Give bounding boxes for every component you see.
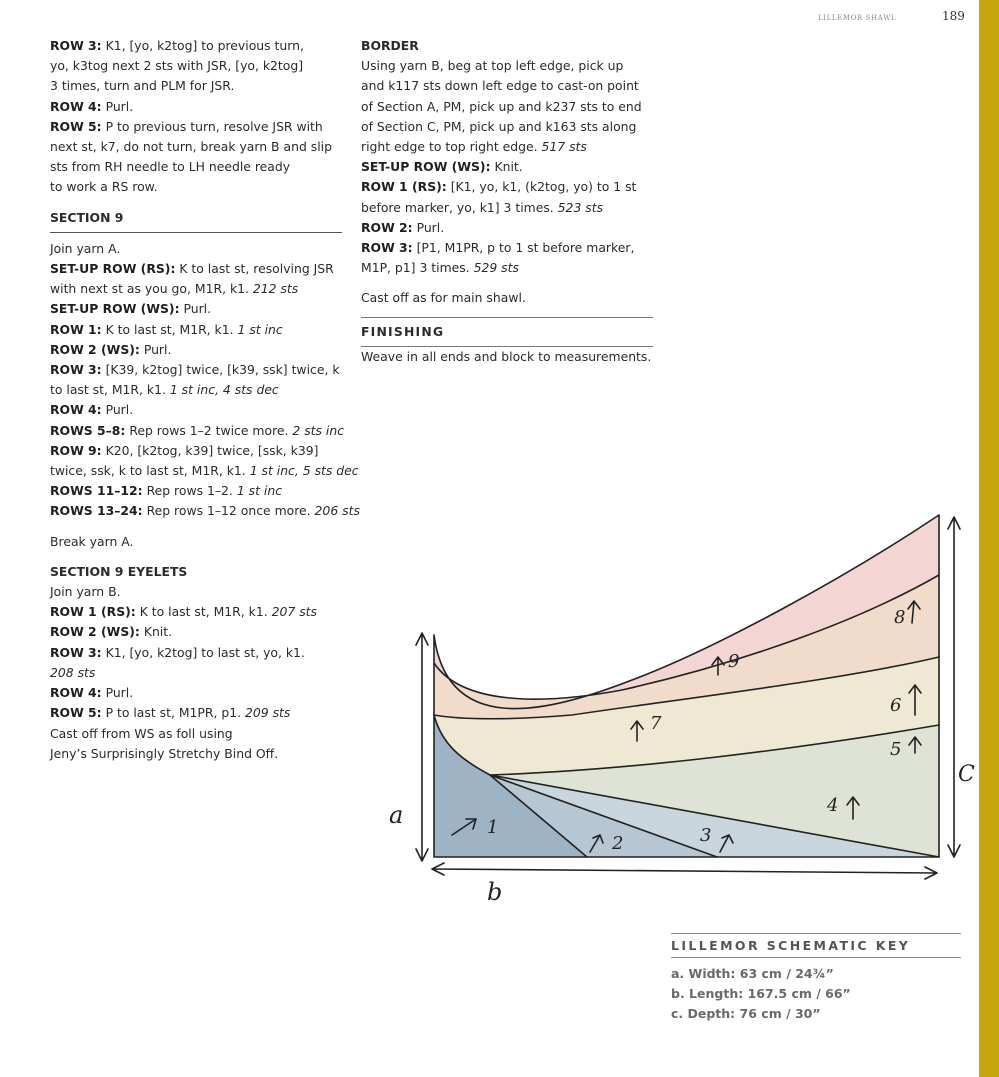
instruction-line (50, 137, 342, 157)
instruction-text: to last st, M1R, k1. (50, 382, 170, 398)
stitch-count: 1 st inc (236, 483, 283, 499)
instruction-text: Purl. (412, 219, 445, 235)
instruction-text: Rep rows 1–2. (142, 483, 237, 499)
key-item-length: b. Length: 167.5 cm / 66” (671, 986, 851, 1002)
instruction-text: Rep rows 1–12 once more. (142, 503, 315, 519)
instruction-line (50, 481, 342, 501)
instruction-text: Using yarn B, beg at top left edge, pick up (361, 58, 624, 74)
stitch-count: 209 sts (245, 705, 291, 721)
instruction-text: Rep rows 1–2 twice more. (125, 422, 293, 438)
row-label: ROW 5: (50, 705, 102, 721)
border-instructions (361, 56, 653, 278)
instruction-line (50, 56, 342, 76)
instruction-line (50, 177, 342, 197)
instruction-text: [K1, yo, k1, (k2tog, yo) to 1 st (446, 179, 637, 195)
stitch-count: 1 st inc (237, 321, 283, 337)
instruction-text: K to last st, resolving JSR (175, 261, 334, 277)
row-label: ROW 3: (50, 362, 102, 378)
instruction-text: Purl. (139, 341, 172, 357)
break-yarn-line: Break yarn A. (50, 533, 134, 549)
row-label: ROW 2: (361, 219, 413, 235)
instruction-line (361, 238, 653, 258)
row-label: ROW 2 (WS): (50, 624, 140, 640)
instruction-line (50, 360, 342, 380)
section-9-instructions (50, 239, 360, 522)
instruction-line (50, 461, 359, 481)
label-b: b (487, 878, 503, 906)
dimension-c-arrow (948, 517, 960, 857)
instruction-line (361, 218, 653, 238)
instruction-line (50, 320, 342, 340)
instruction-text: with next st as you go, M1R, k1. (50, 281, 253, 297)
key-item-width: a. Width: 63 cm / 24¾” (671, 966, 834, 981)
label-4: 4 (827, 795, 839, 816)
instruction-line (50, 582, 342, 602)
instruction-line (50, 744, 342, 764)
border-heading: BORDER (361, 38, 419, 53)
instruction-text: twice, ssk, k to last st, M1R, k1. (50, 463, 250, 479)
instruction-text: Knit. (490, 159, 523, 175)
instruction-line (361, 137, 653, 157)
stitch-count: 1 st inc, 5 sts dec (249, 463, 359, 479)
label-3: 3 (700, 825, 712, 846)
schematic-key-title: LILLEMOR SCHEMATIC KEY (671, 933, 961, 958)
instruction-line (50, 157, 342, 177)
instruction-text: and k117 sts down left edge to cast-on point (361, 78, 639, 94)
row-label: ROW 4: (50, 98, 102, 114)
instruction-text: K to last st, M1R, k1. (135, 604, 272, 620)
label-9: 9 (728, 651, 740, 672)
label-8: 8 (894, 607, 906, 628)
instruction-line (50, 279, 342, 299)
instruction-line (50, 259, 342, 279)
stitch-count: 206 sts (314, 503, 360, 519)
instruction-text: Purl. (101, 685, 134, 701)
instruction-text: P to previous turn, resolve JSR with (101, 118, 323, 134)
instruction-line (361, 177, 653, 197)
instruction-line (50, 441, 342, 461)
page-edge-color-bar (979, 0, 999, 1077)
row-label: ROW 9: (50, 442, 102, 458)
section-9-eyelets-instructions (50, 582, 342, 764)
instruction-text: Purl. (101, 98, 134, 114)
running-header: LILLEMOR SHAWL (818, 14, 897, 22)
instruction-line (50, 421, 345, 441)
finishing-heading: FINISHING (361, 317, 653, 347)
label-1: 1 (487, 817, 499, 838)
instruction-text: 3 times, turn and PLM for JSR. (50, 78, 235, 94)
instruction-line (50, 97, 342, 117)
stitch-count: 517 sts (541, 139, 587, 155)
key-item-depth: c. Depth: 76 cm / 30” (671, 1006, 821, 1022)
instruction-text: Jeny’s Surprisingly Stretchy Bind Off. (50, 745, 279, 761)
section-8-continued (50, 36, 342, 198)
instruction-line (50, 340, 342, 360)
instruction-line (50, 76, 342, 96)
instruction-line (361, 157, 653, 177)
instruction-text: Purl. (179, 301, 212, 317)
instruction-line (50, 400, 342, 420)
instruction-text: to work a RS row. (50, 179, 158, 195)
schematic-color-sections (434, 515, 939, 857)
finishing-line: Weave in all ends and block to measurements. (361, 348, 652, 364)
instruction-line (361, 56, 653, 76)
stitch-count: 523 sts (557, 199, 604, 215)
section-9-eyelets-heading: SECTION 9 EYELETS (50, 563, 188, 579)
instruction-text: Join yarn B. (50, 584, 121, 600)
instruction-text: yo, k3tog next 2 sts with JSR, [yo, k2tog] (50, 58, 304, 74)
stitch-count: 1 st inc, 4 sts dec (169, 382, 279, 398)
row-label: ROW 4: (50, 685, 102, 701)
row-label: ROW 1: (50, 321, 102, 337)
instruction-line (361, 117, 653, 137)
instruction-line (50, 683, 342, 703)
instruction-line (50, 724, 342, 744)
instruction-line (50, 622, 342, 642)
instruction-line (361, 76, 653, 96)
instruction-text: Join yarn A. (50, 240, 121, 256)
instruction-text: next st, k7, do not turn, break yarn B and slip (50, 139, 332, 155)
stitch-count: 2 sts inc (292, 422, 345, 438)
label-7: 7 (650, 713, 662, 734)
instruction-text: sts from RH needle to LH needle ready (50, 159, 291, 175)
instruction-text: Cast off from WS as foll using (50, 725, 233, 741)
shawl-schematic-diagram (372, 505, 975, 906)
instruction-text: [K39, k2tog] twice, [k39, ssk] twice, k (101, 362, 340, 378)
dimension-a-arrow (416, 633, 428, 861)
instruction-line (50, 299, 342, 319)
instruction-text: K20, [k2tog, k39] twice, [ssk, k39] (101, 442, 319, 458)
schematic-key (671, 933, 961, 1025)
cast-off-line: Cast off as for main shawl. (361, 290, 526, 306)
instruction-line (50, 36, 342, 56)
instruction-text: M1P, p1] 3 times. (361, 260, 474, 276)
stitch-count: 208 sts (50, 664, 96, 680)
instruction-text: Knit. (139, 624, 173, 640)
instruction-text: [P1, M1PR, p to 1 st before marker, (412, 240, 635, 256)
row-label: ROW 3: (50, 644, 102, 660)
stitch-count: 529 sts (473, 260, 519, 276)
instruction-line (361, 258, 653, 278)
dimension-b-arrow (432, 863, 937, 879)
row-label: ROWS 11–12: (50, 483, 143, 499)
instruction-line (50, 663, 342, 683)
instruction-text: right edge to top right edge. (361, 139, 542, 155)
instruction-line (50, 380, 342, 400)
instruction-text: Purl. (101, 402, 134, 418)
instruction-text: K1, [yo, k2tog] to previous turn, (101, 38, 304, 53)
row-label: ROW 4: (50, 402, 102, 418)
row-label: ROW 1 (RS): (50, 604, 136, 620)
instruction-line (361, 198, 653, 218)
row-label: ROWS 5–8: (50, 422, 126, 438)
left-column (50, 36, 360, 764)
label-6: 6 (890, 695, 902, 716)
section-9-heading: SECTION 9 (50, 208, 342, 233)
stitch-count: 207 sts (271, 604, 317, 620)
label-a: a (389, 801, 404, 829)
row-label: SET-UP ROW (WS): (50, 301, 180, 317)
row-label: ROWS 13–24: (50, 503, 143, 519)
row-label: SET-UP ROW (RS): (50, 261, 176, 277)
instruction-text: of Section A, PM, pick up and k237 sts to end (361, 98, 642, 114)
page-number: 189 (942, 9, 965, 23)
instruction-line (361, 97, 653, 117)
instruction-line (50, 643, 342, 663)
instruction-line (50, 703, 342, 723)
instruction-line (50, 501, 360, 521)
instruction-line (50, 602, 342, 622)
instruction-text: K1, [yo, k2tog] to last st, yo, k1. (101, 644, 305, 660)
row-label: ROW 3: (361, 240, 413, 256)
row-label: ROW 1 (RS): (361, 179, 447, 195)
instruction-line (50, 117, 342, 137)
row-label: ROW 2 (WS): (50, 341, 140, 357)
row-label: ROW 5: (50, 118, 102, 134)
label-2: 2 (612, 833, 624, 854)
label-5: 5 (890, 739, 902, 760)
instruction-text: of Section C, PM, pick up and k163 sts along (361, 118, 637, 134)
right-column (361, 36, 653, 367)
instruction-text: before marker, yo, k1] 3 times. (361, 199, 558, 215)
stitch-count: 212 sts (252, 281, 299, 297)
label-c: C (958, 762, 975, 787)
instruction-text: P to last st, M1PR, p1. (101, 705, 246, 721)
instruction-text: K to last st, M1R, k1. (101, 321, 238, 337)
row-label: SET-UP ROW (WS): (361, 159, 491, 175)
instruction-line (50, 239, 342, 259)
row-label: ROW 3: (50, 38, 102, 53)
